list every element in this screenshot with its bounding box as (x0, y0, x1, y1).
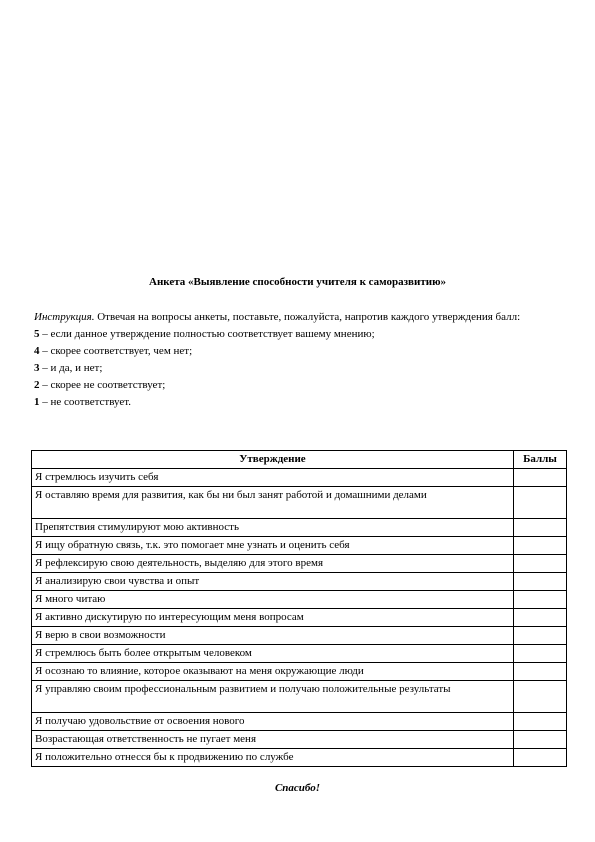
scale-item-1 (34, 394, 560, 411)
statement-cell: Я верю в свои возможности (32, 627, 514, 645)
statement-cell: Препятствия стимулируют мою активность (32, 519, 514, 537)
scale-item-2 (34, 377, 560, 394)
survey-table (31, 450, 567, 767)
score-cell[interactable] (514, 749, 567, 767)
scale-item-4 (34, 343, 560, 360)
statement-cell: Я ищу обратную связь, т.к. это помогает мне узнать и оценить себя (32, 537, 514, 555)
table-row (32, 645, 567, 663)
statement-cell: Я получаю удовольствие от освоения нового (32, 713, 514, 731)
scale-number: 1 (34, 396, 40, 408)
score-cell[interactable] (514, 609, 567, 627)
table-row (32, 713, 567, 731)
statement-cell: Я стремлюсь изучить себя (32, 469, 514, 487)
table-row (32, 591, 567, 609)
instruction-text: Отвечая на вопросы анкеты, поставьте, пожалуйста, напротив каждого утверждения балл: (94, 311, 521, 323)
score-cell[interactable] (514, 591, 567, 609)
table-row (32, 573, 567, 591)
score-cell[interactable] (514, 731, 567, 749)
statement-cell: Я управляю своим профессиональным развитием и получаю положительные результаты (32, 681, 514, 713)
scale-text: – если данное утверждение полностью соответствует вашему мнению; (39, 328, 375, 340)
document-title: Анкета «Выявление способности учителя к саморазвитию» (149, 276, 446, 288)
score-cell[interactable] (514, 713, 567, 731)
thanks-note: Спасибо! (274, 782, 321, 794)
column-header-statement: Утверждение (32, 451, 514, 469)
statement-cell: Я рефлексирую свою деятельность, выделяю для этого время (32, 555, 514, 573)
table-row (32, 555, 567, 573)
score-cell[interactable] (514, 537, 567, 555)
table-row (32, 519, 567, 537)
table-row (32, 731, 567, 749)
scale-number: 4 (34, 345, 40, 357)
statement-cell: Я много читаю (32, 591, 514, 609)
table-row (32, 749, 567, 767)
table-row (32, 537, 567, 555)
instruction-label: Инструкция. (34, 311, 95, 323)
statement-cell: Я осознаю то влияние, которое оказывают на меня окружающие люди (32, 663, 514, 681)
scale-text: – скорее соответствует, чем нет; (39, 345, 193, 357)
score-cell[interactable] (514, 555, 567, 573)
score-cell[interactable] (514, 627, 567, 645)
statement-cell: Я стремлюсь быть более открытым человеком (32, 645, 514, 663)
score-cell[interactable] (514, 663, 567, 681)
scale-number: 5 (34, 328, 40, 340)
statement-cell: Я анализирую свои чувства и опыт (32, 573, 514, 591)
score-cell[interactable] (514, 645, 567, 663)
table-row (32, 469, 567, 487)
statement-cell: Я оставляю время для развития, как бы ни был занят работой и домашними делами (32, 487, 514, 519)
table-row (32, 681, 567, 713)
table-row (32, 487, 567, 519)
statement-cell: Я активно дискутирую по интересующим меня вопросам (32, 609, 514, 627)
column-header-score: Баллы (514, 451, 567, 469)
score-cell[interactable] (514, 681, 567, 713)
scale-item-3 (34, 360, 560, 377)
table-row (32, 609, 567, 627)
scale-text: – не соответствует. (39, 396, 131, 408)
scale-item-5 (34, 326, 560, 343)
table-row (32, 627, 567, 645)
table-header-row (32, 451, 567, 469)
scale-text: – и да, и нет; (39, 362, 103, 374)
instruction-block (34, 309, 560, 411)
statement-cell: Я положительно отнесся бы к продвижению по службе (32, 749, 514, 767)
scale-number: 2 (34, 379, 40, 391)
scale-number: 3 (34, 362, 40, 374)
score-cell[interactable] (514, 519, 567, 537)
table-row (32, 663, 567, 681)
score-cell[interactable] (514, 573, 567, 591)
score-cell[interactable] (514, 487, 567, 519)
statement-cell: Возрастающая ответственность не пугает меня (32, 731, 514, 749)
instruction-paragraph (34, 309, 560, 326)
score-cell[interactable] (514, 469, 567, 487)
scale-text: – скорее не соответствует; (39, 379, 166, 391)
